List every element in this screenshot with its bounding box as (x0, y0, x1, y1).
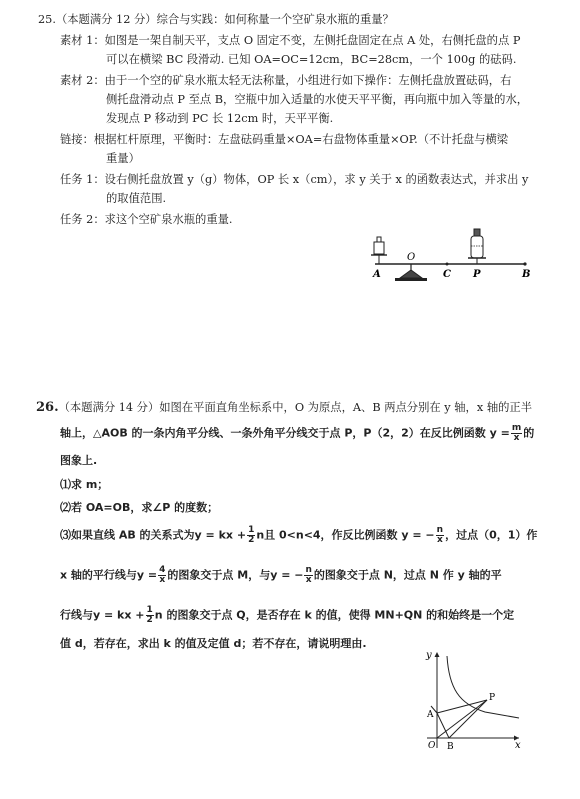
axis-x-label: x (515, 740, 521, 751)
q26-part3-a: ⑶如果直线 AB 的关系式为y = kx + (60, 528, 247, 542)
point-p-label: P (489, 693, 496, 703)
fraction-m-over-x: $\frac{m}{x}$ (511, 423, 522, 443)
q26-intro: （本题满分 14 分）如图在平面直角坐标系中，O 为原点，A、B 两点分别在 y 轴，x 轴的正半 (58, 401, 533, 414)
point-b-mark (523, 262, 526, 265)
q25-material2-line2: 侧托盘滑动点 P 至点 B，空瓶中加入适量的水使天平平衡，再向瓶中加入等量的水， (106, 93, 529, 106)
label-c: C (443, 269, 451, 280)
q26-part3-h: n 的图象交于点 Q，是否存在 k 的值，使得 MN+QN 的和始终是一个定 (154, 608, 515, 622)
fraction-one-half-2: $\frac{1}{2}$ (146, 605, 153, 625)
q26-line3: 图象上. (60, 454, 98, 467)
point-a-label: A (427, 710, 434, 720)
fraction-4-over-x: $\frac{4}{x}$ (159, 565, 166, 585)
q26-line2-text: 轴上，△AOB 的一条内角平分线、一条外角平分线交于点 P，P（2，2）在反比例函数 y = (60, 426, 510, 440)
q25-task2: 任务 2：求这个空矿泉水瓶的重量. (60, 213, 233, 226)
q25-link-line2: 重量） (106, 152, 140, 165)
coordinate-figure (415, 648, 525, 753)
label-o: O (407, 252, 416, 263)
label-p: P (473, 269, 481, 280)
fraction-n-over-x: $\frac{n}{x}$ (436, 525, 444, 545)
q25-material1-line1: 素材 1：如图是一架自制天平，支点 O 固定不变，左侧托盘固定在点 A 处，右侧托盘的点 P (60, 34, 521, 47)
q26-part3-e: 的图象交于点 M，与y = − (167, 568, 304, 582)
q26-part3-c: ，过点（0，1）作 (445, 528, 538, 542)
q25-material2-line1: 素材 2：由于一个空的矿泉水瓶太轻无法称量，小组进行如下操作：左侧托盘放置砝码，右 (60, 74, 512, 87)
q25-title: 25.（本题满分 12 分）综合与实践：如何称量一个空矿泉水瓶的重量？ (38, 13, 394, 26)
q26-part3-g: 行线与y = kx + (60, 608, 145, 622)
q25-material1-line2: 可以在横梁 BC 段滑动. 已知 OA=OC=12cm，BC=28cm，一个 100g 的砝码. (106, 53, 517, 66)
q26-part3-b: n且 0<n<4，作反比例函数 y = − (256, 528, 435, 542)
fraction-one-half: $\frac{1}{2}$ (248, 525, 255, 545)
q26-part3-d: x 轴的平行线与y = (60, 568, 158, 582)
q26-part3-line3 (60, 606, 514, 625)
point-b-label: B (447, 742, 454, 752)
origin-label: O (428, 741, 436, 751)
label-a: A (373, 269, 381, 280)
q25-task1-line2: 的取值范围. (106, 192, 167, 205)
q26-line2 (60, 424, 534, 443)
q26-part3-line2 (60, 566, 502, 585)
q26-part1: ⑴求 m； (60, 478, 109, 491)
q26-number: 26. (36, 400, 59, 415)
q25-material2-line3: 发现点 P 移动到 PC 长 12cm 时，天平平衡. (106, 112, 334, 125)
axis-y-label: y (426, 650, 432, 661)
q26-line2-tail: 的 (523, 426, 535, 440)
hyperbola-curve (447, 656, 519, 718)
q26-line1 (36, 400, 532, 416)
point-c-mark (446, 263, 449, 266)
q26-part2: ⑵若 OA=OB，求∠P 的度数； (60, 501, 219, 514)
balance-figure (365, 222, 545, 284)
label-b: B (522, 269, 531, 280)
q26-part3-line1 (60, 526, 537, 545)
q26-part3-line4: 值 d，若存在，求出 k 的值及定值 d；若不存在，请说明理由. (60, 637, 367, 650)
q26-part3-f: 的图象交于点 N，过点 N 作 y 轴的平 (313, 568, 502, 582)
q25-link-line1: 链接：根据杠杆原理，平衡时：左盘砝码重量×OA=右盘物体重量×OP.（不计托盘与横梁 (60, 133, 509, 146)
fraction-n-over-x-2: $\frac{n}{x}$ (305, 565, 312, 585)
q25-task1-line1: 任务 1：设右侧托盘放置 y（g）物体，OP 长 x（cm），求 y 关于 x 的函数表达式，并求出 y (60, 173, 529, 186)
